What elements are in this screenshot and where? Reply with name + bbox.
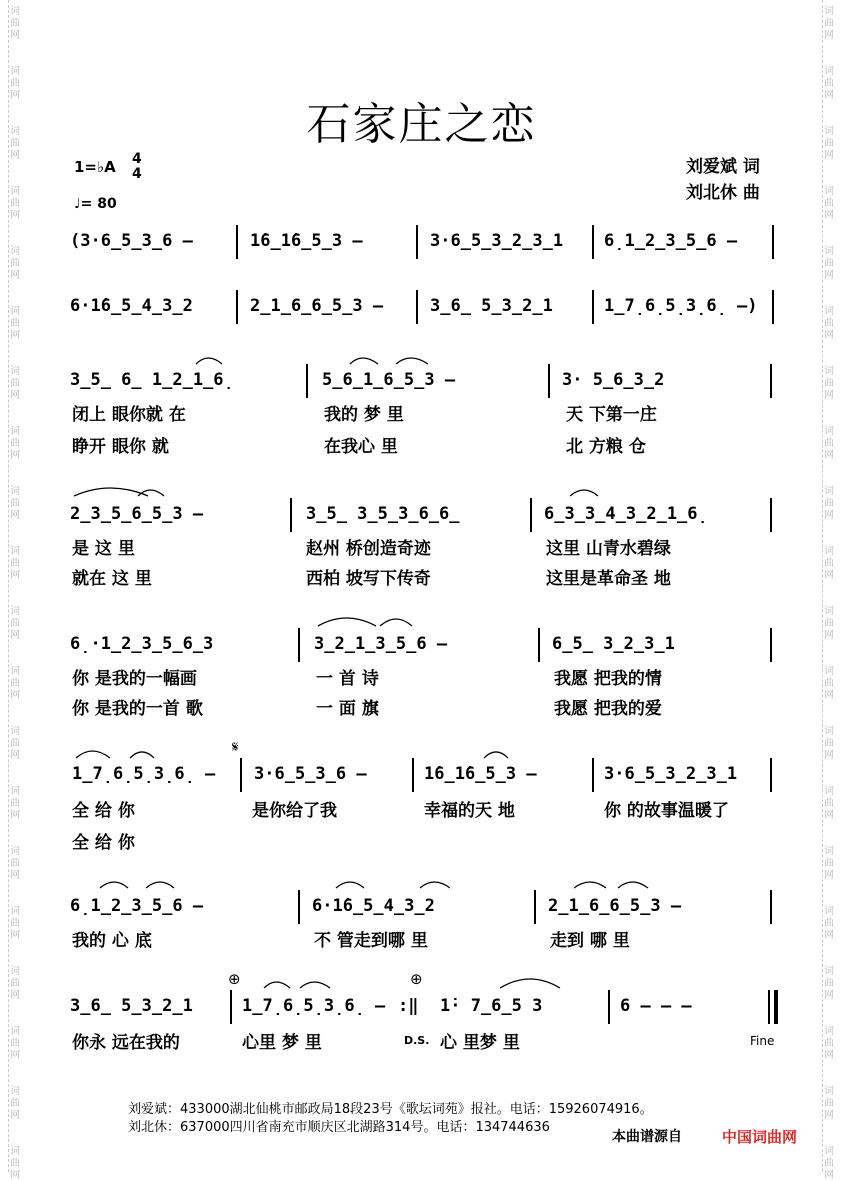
watermark-char: 曲 <box>824 1158 834 1169</box>
watermark-char: 词 <box>10 906 20 917</box>
watermark-char: 词 <box>824 786 834 797</box>
watermark-char: 网 <box>10 990 20 1001</box>
watermark-char: 词 <box>824 486 834 497</box>
watermark-char: 曲 <box>10 258 20 269</box>
lyric-line: 你 是我的一幅画 一 首 诗 我愿 把我的情 <box>72 669 662 689</box>
watermark-char: 网 <box>824 810 834 821</box>
notes: 6·1̇6̲5̲4̲3̲2 <box>312 896 435 916</box>
watermark-char: 词 <box>10 726 20 737</box>
watermark-char: 曲 <box>824 618 834 629</box>
watermark-char: 词 <box>824 186 834 197</box>
watermark-char: 词 <box>824 1026 834 1037</box>
watermark-char: 曲 <box>824 138 834 149</box>
notes: 3̲6̲ 5̲3̲2̲1 <box>430 296 553 316</box>
watermark-char: 网 <box>824 990 834 1001</box>
watermark-char: 词 <box>824 126 834 137</box>
segno-sign: 𝄋 <box>232 738 239 756</box>
watermark-char: 词 <box>10 1146 20 1157</box>
watermark-char: 曲 <box>824 318 834 329</box>
watermark-char: 网 <box>824 1050 834 1061</box>
watermark-char: 网 <box>10 510 20 521</box>
watermark-char: 曲 <box>10 318 20 329</box>
watermark-char: 网 <box>824 870 834 881</box>
watermark-char: 网 <box>824 690 834 701</box>
watermark-char: 网 <box>10 1170 20 1181</box>
watermark-char: 曲 <box>824 678 834 689</box>
watermark-char: 词 <box>824 846 834 857</box>
notes: 1̇6̲1̇6̲5̲3 — <box>250 231 363 251</box>
watermark-char: 网 <box>10 630 20 641</box>
lyricist-credit: 刘爱斌 词 <box>686 157 760 177</box>
watermark-char: 词 <box>824 966 834 977</box>
watermark-char: 曲 <box>10 1098 20 1109</box>
watermark-char: 词 <box>10 786 20 797</box>
watermark-char: 词 <box>824 1146 834 1157</box>
footer-line-1: 刘爱斌：433000湖北仙桃市邮政局18段23号《歌坛词苑》报社。电话：15926074916。 <box>128 1102 653 1117</box>
watermark-char: 曲 <box>10 618 20 629</box>
watermark-char: 曲 <box>10 138 20 149</box>
notes: 6̣1̲2̲3̲5̲6 — <box>70 896 204 916</box>
watermark-char: 曲 <box>10 198 20 209</box>
lyric-line: 你永 远在我的 心里 梦 里 D.S. 心 里梦 里 <box>72 1033 520 1053</box>
watermark-char: 曲 <box>10 798 20 809</box>
notes: 3̲5̲ 6̲ 1̲2̲1̲6̣ <box>70 370 234 390</box>
lyric-line: 你 是我的一首 歌 一 面 旗 我愿 把我的爱 <box>72 699 662 719</box>
watermark-char: 网 <box>824 750 834 761</box>
watermark-char: 曲 <box>824 78 834 89</box>
watermark-char: 网 <box>10 1110 20 1121</box>
watermark-char: 网 <box>824 450 834 461</box>
notes: (3·6̲5̲3̲6 — <box>70 231 193 251</box>
watermark-char: 词 <box>10 366 20 377</box>
watermark-char: 曲 <box>824 558 834 569</box>
watermark-char: 网 <box>10 450 20 461</box>
watermark-char: 词 <box>10 66 20 77</box>
notes: 1̲7̣6̣5̣3̣6̣ — <box>72 764 216 784</box>
watermark-char: 词 <box>824 906 834 917</box>
notes: 2̲1̲6̲6̲5̲3 — <box>548 896 682 916</box>
watermark-char: 网 <box>10 690 20 701</box>
watermark-char: 网 <box>824 930 834 941</box>
watermark-char: 曲 <box>824 798 834 809</box>
watermark-char: 词 <box>10 666 20 677</box>
song-title: 石家庄之恋 <box>306 99 537 150</box>
watermark-char: 词 <box>824 546 834 557</box>
brand-link[interactable]: 中国词曲网 <box>722 1128 798 1146</box>
lyric-line: 闭上 眼你就 在 我的 梦 里 天 下第一庄 <box>72 405 657 425</box>
watermark-char: 曲 <box>10 1038 20 1049</box>
notes: 6̣·1̲2̲3̲5̲6̲3 <box>70 634 214 654</box>
notes: 3·6̲5̲3̲2̲3̲1 <box>604 764 738 784</box>
notes: 2̲1̲6̲6̲5̲3 — <box>250 296 384 316</box>
tempo-marking: ♩= 80 <box>74 196 117 212</box>
lyric-line: 睁开 眼你 就 在我心 里 北 方粮 仓 <box>72 437 646 457</box>
watermark-char: 词 <box>10 546 20 557</box>
notes: 2̲3̲5̲6̲5̲3 — <box>70 504 204 524</box>
notes: 3̲6̲ 5̲3̲2̲1 <box>70 996 193 1016</box>
watermark-char: 词 <box>824 366 834 377</box>
watermark-char: 词 <box>824 6 834 17</box>
watermark-char: 曲 <box>824 738 834 749</box>
watermark-char: 网 <box>824 150 834 161</box>
watermark-char: 词 <box>10 606 20 617</box>
watermark-char: 网 <box>10 90 20 101</box>
coda-sign: ⊕ <box>410 970 423 988</box>
watermark-char: 曲 <box>10 78 20 89</box>
watermark-char: 网 <box>10 330 20 341</box>
watermark-char: 网 <box>824 630 834 641</box>
watermark-char: 网 <box>10 1050 20 1061</box>
notes: 1̇6̲1̇6̲5̲3 — <box>424 764 537 784</box>
watermark-char: 曲 <box>824 1038 834 1049</box>
watermark-char: 网 <box>824 570 834 581</box>
watermark-char: 曲 <box>10 438 20 449</box>
watermark-char: 网 <box>824 1110 834 1121</box>
watermark-char: 曲 <box>824 918 834 929</box>
watermark-char: 曲 <box>10 858 20 869</box>
watermark-char: 曲 <box>824 258 834 269</box>
watermark-char: 网 <box>824 390 834 401</box>
watermark-char: 曲 <box>10 918 20 929</box>
watermark-char: 网 <box>10 30 20 41</box>
watermark-char: 词 <box>824 66 834 77</box>
composer-credit: 刘北休 曲 <box>686 183 760 203</box>
watermark-char: 网 <box>10 870 20 881</box>
watermark-char: 词 <box>10 846 20 857</box>
watermark-char: 曲 <box>824 978 834 989</box>
watermark-char: 词 <box>824 426 834 437</box>
watermark-char: 网 <box>10 150 20 161</box>
watermark-char: 词 <box>10 246 20 257</box>
watermark-char: 词 <box>824 246 834 257</box>
lyric-line: 就在 这 里 西柏 坡写下传奇 这里是革命圣 地 <box>72 569 671 589</box>
watermark-char: 网 <box>824 270 834 281</box>
lyric-line: 全 给 你 是你给了我 幸福的天 地 你 的故事温暖了 <box>72 801 729 821</box>
notes: 1̲7̣6̣5̣3̣6̣ — <box>242 996 386 1016</box>
watermark-char: 网 <box>10 750 20 761</box>
watermark-char: 网 <box>10 270 20 281</box>
notes: 5̲6̲1̲6̲5̲3 — <box>322 370 456 390</box>
watermark-char: 词 <box>824 666 834 677</box>
watermark-char: 词 <box>10 1026 20 1037</box>
notes: 3̲2̲1̲3̲5̲6 — <box>314 634 448 654</box>
watermark-char: 曲 <box>10 498 20 509</box>
notes: 3· 5̲6̲3̲2 <box>562 370 665 390</box>
notes: 6 — — — <box>620 996 692 1016</box>
lyric-line: 全 给 你 <box>72 833 135 853</box>
watermark-char: 曲 <box>824 198 834 209</box>
watermark-char: 网 <box>824 210 834 221</box>
watermark-char: 词 <box>10 1086 20 1097</box>
fine-marking: Fine <box>750 1034 775 1048</box>
watermark-char: 词 <box>10 486 20 497</box>
coda-sign: ⊕ <box>228 970 241 988</box>
watermark-char: 网 <box>10 390 20 401</box>
notes: 6̲5̲ 3̲2̲3̲1 <box>552 634 675 654</box>
watermark-char: 网 <box>824 510 834 521</box>
lyric-line: 我的 心 底 不 管走到哪 里 走到 哪 里 <box>72 931 630 951</box>
watermark-char: 曲 <box>10 18 20 29</box>
notes: 6̲3̲3̲4̲3̲2̲1̲6̣ <box>544 504 708 524</box>
watermark-char: 词 <box>10 306 20 317</box>
watermark-char: 曲 <box>10 978 20 989</box>
repeat-end: :‖ <box>398 996 419 1016</box>
watermark-char: 网 <box>10 570 20 581</box>
source-label: 本曲谱源自 <box>612 1129 682 1145</box>
watermark-char: 网 <box>824 90 834 101</box>
watermark-char: 词 <box>824 726 834 737</box>
watermark-char: 曲 <box>10 678 20 689</box>
notes: 6·1̇6̲5̲4̲3̲2 <box>70 296 193 316</box>
watermark-char: 网 <box>10 810 20 821</box>
watermark-char: 词 <box>10 186 20 197</box>
notes: 1̲7̣6̣5̣3̣6̣ —) <box>604 296 758 316</box>
watermark-char: 词 <box>824 606 834 617</box>
watermark-char: 曲 <box>824 438 834 449</box>
notes: 3·6̲5̲3̲2̲3̲1 <box>430 231 564 251</box>
watermark-char: 网 <box>10 930 20 941</box>
lyric-line: 是 这 里 赵州 桥创造奇迹 这里 山青水碧绿 <box>72 539 671 559</box>
watermark-char: 网 <box>824 1170 834 1181</box>
footer-line-2: 刘北休：637000四川省南充市顺庆区北湖路314号。电话：134744636 <box>128 1120 550 1135</box>
watermark-char: 网 <box>824 330 834 341</box>
watermark-char: 词 <box>824 1086 834 1097</box>
watermark-char: 词 <box>10 126 20 137</box>
watermark-char: 曲 <box>824 378 834 389</box>
watermark-char: 曲 <box>10 738 20 749</box>
watermark-char: 词 <box>10 6 20 17</box>
watermark-char: 曲 <box>824 498 834 509</box>
key-signature: 1=♭A <box>74 158 116 176</box>
notes: 3̲5̲ 3̲5̲3̲6̲6̲ <box>306 504 460 524</box>
time-signature: 4 4 <box>132 151 142 182</box>
watermark-char: 曲 <box>10 1158 20 1169</box>
notes: 6̣1̲2̲3̲5̲6 — <box>604 231 738 251</box>
watermark-char: 曲 <box>10 558 20 569</box>
watermark-char: 曲 <box>10 378 20 389</box>
watermark-char: 曲 <box>824 858 834 869</box>
watermark-char: 曲 <box>824 18 834 29</box>
watermark-char: 曲 <box>824 1098 834 1109</box>
watermark-char: 网 <box>10 210 20 221</box>
watermark-char: 词 <box>10 426 20 437</box>
watermark-char: 词 <box>824 306 834 317</box>
watermark-char: 词 <box>10 966 20 977</box>
watermark-char: 网 <box>824 30 834 41</box>
notes: 3·6̲5̲3̲6 — <box>254 764 367 784</box>
notes: 1̇· 7̲6̲5 3 <box>440 996 543 1016</box>
